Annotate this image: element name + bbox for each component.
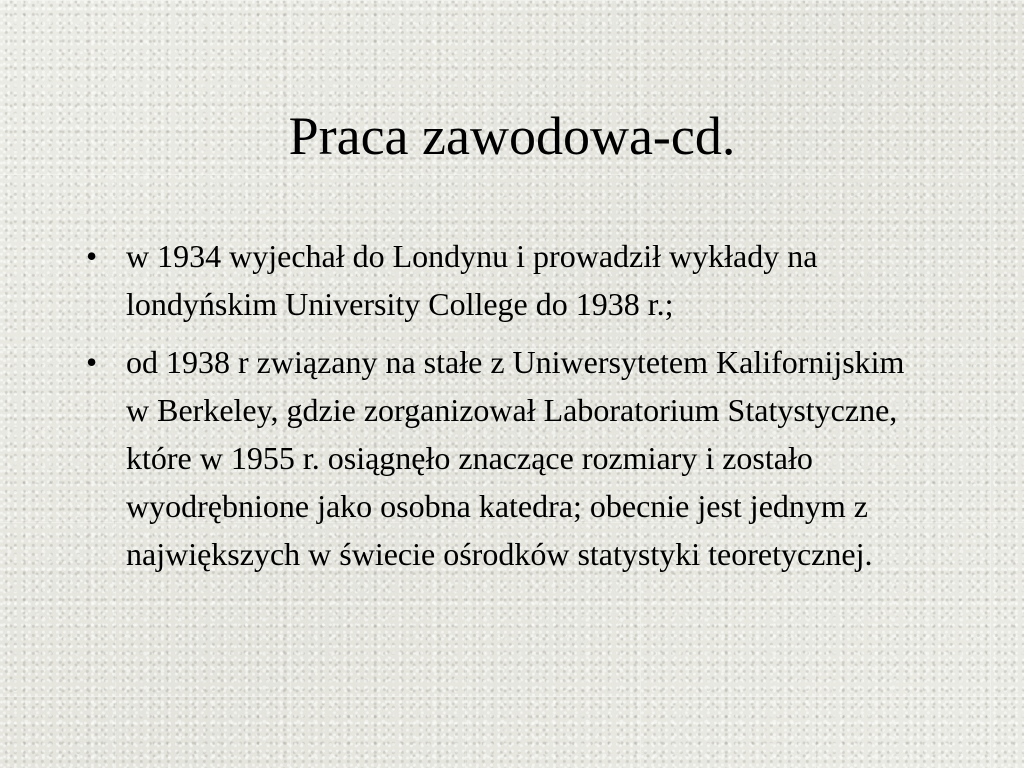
bullet-icon: • [86, 238, 98, 274]
bullet-item [86, 338, 916, 578]
bullet-item [86, 232, 916, 328]
bullet-text: w 1934 wyjechał do Londynu i prowadził wykłady na londyńskim University College do 1938 r.; [126, 238, 818, 322]
texture-seam [0, 0, 1024, 1]
bullet-list [86, 232, 916, 588]
texture-seam [0, 696, 1024, 697]
bullet-icon: • [86, 344, 98, 380]
texture-seam [0, 174, 1024, 175]
bullet-text: od 1938 r związany na stałe z Uniwersytetem Kalifornijskim w Berkeley, gdzie zorganizował Laboratorium Statystyczne, które w 1955 r. osiągnęło znaczące rozmiary i zostało wyodrębnione jako osobna katedra; obecnie jest jednym z największych w świecie ośrodków statystyki teoretycznej. [126, 344, 905, 572]
slide-title: Praca zawodowa-cd. [288, 106, 736, 166]
